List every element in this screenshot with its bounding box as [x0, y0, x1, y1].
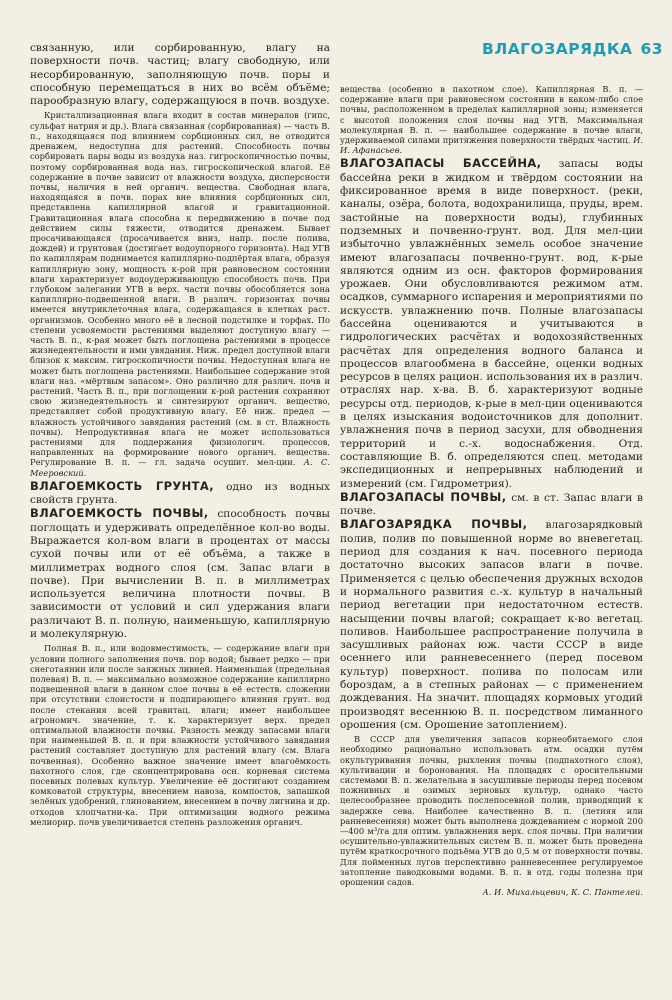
author-signature: А. И. Михальцевич, К. С. Пантелей.	[482, 887, 643, 898]
entry-text: одно из водных свойств грунта.	[30, 480, 330, 507]
page-number: 63	[640, 40, 664, 58]
entry-vlagoemkost-grunta	[30, 480, 330, 508]
entry-heading: ВЛАГОЗАПАСЫ ПОЧВЫ,	[340, 489, 507, 504]
entry-text: влагозарядковый полив, полив по повышенной норме во вневегетац. период для создания к нач. посевного периода достаточно высоких запасов влаги в почве. Применяется с целью обеспечения дружных всходов и нормального развития с.-х. культур в начальный период вегетации при недостаточном естеств. насыщении почвы влагой; сокращает к-во вегетац. поливов. Наибольшее распространение получила в засушливых районах юж. части СССР в виде осеннего или ранневесеннего (перед посевом культур) поверхност. полива по полосам или бороздам, а в степных районах — с применением дождевания. На значит. площадях кормовых угодий производят весеннюю В. п. посредством лиманного орошения (см. Орошение затоплением).	[340, 519, 643, 731]
entry-heading: ВЛАГОЗАРЯДКА ПОЧВЫ,	[340, 517, 528, 532]
entry-heading: ВЛАГОЕМКОСТЬ ПОЧВЫ,	[30, 506, 209, 521]
entry-vlagoemkost-pochvy	[30, 507, 330, 641]
paragraph-text: Кристаллизационная влага входит в состав минералов (гипс, сульфат натрия и др.). Влага связанная (сорбированная) — часть В. п., находящаяся под влиянием сорбционных сил, не отводится дренажем, недоступна для растений. Способность почвы сорбировать пары воды из воздуха наз. гигроскопичностью почвы, поэтому сорбированная вода наз. гигроскопической влагой. Её содержание в почве зависит от влажности воздуха, дисперсности почвы, наличия в ней органич. вещества. Свободная влага, находящаяся в почв. порах вне влияния сорбционных сил, представлена капиллярной влагой и гравитационной. Гравитационная влага способна к передвижению в почве под действием силы тяжести, отводится дренажем. Бывает просачивающаяся (просачивается вниз, напр. после полива, дождей) и грунтовая (достигает водоупорного горизонта). Над УГВ по капиллярам поднимается капиллярно-подпёртая влага, образуя капиллярную зону, мощность к-рой при равновесном состоянии влаги характеризует водоудерживающую способность почв. При глубоком залегании УГВ в верх. части почвы обособляется зона капиллярно-подвешенной влаги. В различ. горизонтах почвы имеется внутриклеточная влага, содержащаяся в клетках раст. организмов. Особенно много её в лесной подстилке и торфах. По степени усвояемости растениями выделяют доступную влагу — часть В. п., к-рая может быть поглощена растениями в процессе жизнедеятельности и ими увядания. Ниж. предел доступной влаги близок к максим. гигроскопичности почвы. Недоступная влага не может быть поглощена растениями. Наибольшее содержание этой влаги наз. «мёртвым запасом». Оно различно для различ. почв и растений. Часть В. п., при поглощении к-рой растения сохраняют свою жизнедеятельность и синтезируют органич. вещество, представляет собой продуктивную влагу. Её ниж. предел — влажность устойчивого завядания растений (см. в ст. Влажность почвы). Непродуктивная влага не может использоваться растениями для поддержания физиологич. процессов, направленных на формирование нового органич. вещества. Регулирование В. п. — гл. задача осушит. мел-ции.	[30, 110, 330, 468]
paragraph-ussr: В СССР для увеличения запасов корнеобитаемого слоя необходимо рационально использовать атм. осадки путём окультуривания почвы, рыхления почвы (подпахотного слоя), культивации и боронования. На площадях с оросительными системами В. п. желательна в засушливые периоды перед посевом пожнивных и озимых зерновых культур, однако часто целесообразнее проводить послепосевной полив, приводящий к задержке сева. Наиболее качественно В. п. (летняя или ранневесенняя) может быть выполнена дождеванием с нормой 200—400 м³/га для оптим. увлажнения верх. слоя почвы. При наличии осушительно-увлажнительных систем В. п. может быть проведена путём краткосрочного подъёма УГВ до 0,5 м от поверхности почвы. Для пойменных лугов перспективно ранневесеннее регулируемое затопление паводковыми водами. В. п. в отд. годы полезна при орошении садов.	[340, 734, 643, 888]
entry-text: запасы воды бассейна реки в жидком и твёрдом состоянии на фиксированное время в виде поверхност. (реки, каналы, озёра, болота, водохранилища, пруды, врем. застойные на поверхности воды), глубинных подземных и почвенно-грунт. вод. Для мел-ции избыточно увлажнённых земель особое значение имеют влагозапасы почвенно-грунт. вод, к-рые являются одним из осн. факторов формирования урожаев. Они обусловливаются режимом атм. осадков, суммарного испарения и мероприятиями по искусств. увлажнению почв. Полные влагозапасы бассейна оцениваются и учитываются в гидрологических расчётах и водохозяйственных расчётах для определения водного баланса и процессов влагообмена в бассейне, оценки водных ресурсов в целях рацион. использования их в различ. отраслях нар. х-ва. В. б. характеризуют водные ресурсы отд. периодов, к-рые в мел-ции оцениваются в целях изыскания водоисточников для дополнит. увлажнения почв в период засухи, для обводнения территорий и с.-х. водоснабжения. Отд. составляющие В. б. определяются спец. методами экспедиционных и непрерывных наблюдений и измерений (см. Гидрометрия).	[340, 158, 643, 490]
entry-text: см. в ст. Запас влаги в почве.	[340, 491, 643, 518]
paragraph-capillary	[340, 84, 643, 155]
entry-vlagozaryadka-pochvy	[340, 518, 643, 732]
author-signature: А. С. Мееровский.	[30, 457, 330, 478]
running-head-title: ВЛАГОЗАРЯДКА	[482, 40, 633, 58]
paragraph-continuation: связанную, или сорбированную, влагу на поверхности почв. частиц; влагу свободную, или несорбированную, заполняющую почв. поры и способную перемещаться в них во всём объёме; парообразную влагу, содержащуюся в почв. воздухе.	[30, 42, 330, 108]
entry-vlagozapasy-basseina	[340, 157, 643, 490]
paragraph-moisture-types	[30, 110, 330, 477]
author-signature: И. И. Афанасьев.	[340, 135, 643, 156]
left-column	[30, 42, 330, 982]
running-head	[482, 40, 664, 64]
paragraph-full-capacity: Полная В. п., или водовмеcтимость, — содержание влаги при условии полного заполнения почв. пор водой; бывает редко — при снеготаянии или после заяжных ливней. Наименьшая (предельная полевая) В. п. — максимально возможное содержание капиллярно подвешенной влаги в данном слое почвы в её естеств. сложении при отсутствии слоистости и подпирающего влияния грунт. вод после стекания всей гравитац. влаги; имеет наибольшее агрономич. значение, т. к. характеризует верх. предел оптимальной влажности почвы. Разность между запасами влаги при наименьшей В. п. и при влажности устойчивого завядания растений составляет доступную для растений влагу (см. Влага почвенная). Особенно важное значение имеет влагоёмкость пахотного слоя, где сконцентрирована осн. корневая система посевных полевых культур. Увеличение её достигают созданием комковатой структуры, внесением навоза, компостов, запашкой зелёных удобрений, глинованием, внесением в почву лигнина и др. отходов хлопчатни-ка. При оптимизации водного режима мелиорир. почв увеличивается степень разложения органич.	[30, 643, 330, 827]
entry-text: способность почвы поглощать и удерживать определённое кол-во воды. Выражается кол-вом влаги в процентах от массы сухой почвы или от её объёма, а также в миллиметрах водного слоя (см. Запас влаги в почве). При вычислении В. п. в миллиметрах используется величина плотности почвы. В зависимости от условий и сил удержания влаги различают В. п. полную, наименьшую, капиллярную и молекулярную.	[30, 508, 330, 641]
entry-vlagozapasy-pochvy	[340, 491, 643, 519]
entry-heading: ВЛАГОЕМКОСТЬ ГРУНТА,	[30, 478, 214, 493]
entry-heading: ВЛАГОЗАПАСЫ БАССЕЙНА,	[340, 156, 542, 171]
right-column	[340, 84, 643, 984]
paragraph-text: вещества (особенно в пахотном слое). Капиллярная В. п. — содержание влаги при равновесном состоянии в каком-либо слое почвы, расположенном в пределах капиллярной зоны; изменяется с высотой положения слоя почвы над УГВ. Максимальная молекулярная В. п. — наибольшее содержание в почве влаги, удерживаемой силами притяжения поверхности твёрдых частиц.	[340, 84, 643, 146]
